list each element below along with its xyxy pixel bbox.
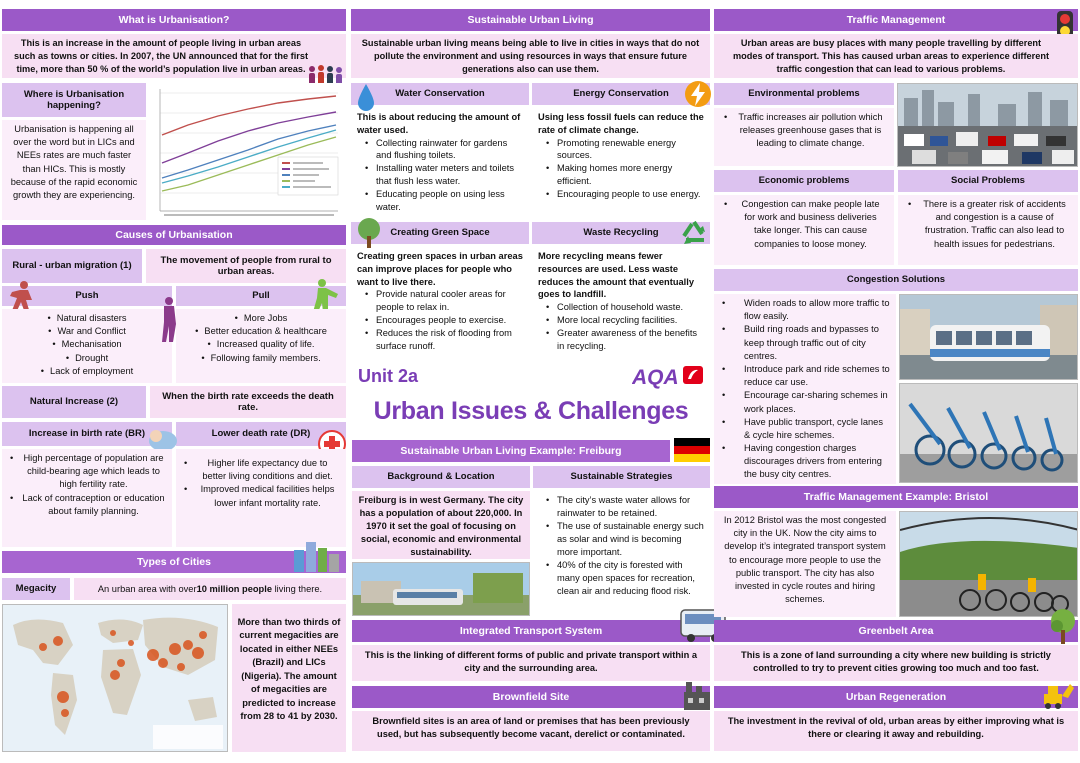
death-rate-item: • Improved medical facilities helps lower infant mortality rate. xyxy=(182,483,340,509)
urbanisation-line-chart xyxy=(148,83,346,221)
waste-item: • Greater awareness of the benefits in recycling. xyxy=(544,327,704,353)
death-rate-list xyxy=(176,449,346,547)
brownfield-text: Brownfield sites is an area of land or premises that has been previously used, but has subsequently become vacant, derelict or contaminated. xyxy=(352,711,710,751)
bristol-header: Traffic Management Example: Bristol xyxy=(714,486,1078,508)
congestion-solutions-block xyxy=(714,294,896,484)
urbanisation-header: What is Urbanisation? xyxy=(2,9,346,31)
aqa-logo: AQA xyxy=(632,366,679,389)
waste-item: • More local recycling facilities. xyxy=(544,314,704,327)
strategy-item: • 40% of the city is forested with many open spaces for recreation, clean air and reducing flood risk. xyxy=(544,559,705,598)
waste-item: • Collection of household waste. xyxy=(544,301,704,314)
water-conservation-title: Water Conservation xyxy=(351,83,529,105)
tree-icon xyxy=(354,216,384,250)
megacity-def-end: living there. xyxy=(272,584,323,594)
death-rate-item: • Higher life expectancy due to better living conditions and diet. xyxy=(182,457,340,483)
sustainable-urban-living-header: Sustainable Urban Living xyxy=(351,9,710,31)
where-title: Where is Urbanisation happening? xyxy=(2,83,146,117)
solution-item: • Have public transport, cycle lanes & cycle hire schemes. xyxy=(720,416,890,442)
green-item: • Reduces the risk of flooding from surface runoff. xyxy=(363,327,523,353)
green-tree-icon xyxy=(1048,606,1078,646)
traffic-intro: Urban areas are busy places with many people travelling by different modes of transport. This has caused urban areas to experience different traffic congestion that can lead to various problems. xyxy=(714,34,1078,78)
pull-list xyxy=(176,309,346,383)
energy-conservation-block xyxy=(532,108,710,218)
types-of-cities-header: Types of Cities xyxy=(2,551,346,573)
energy-conservation-title: Energy Conservation xyxy=(532,83,710,105)
push-item: • Lack of employment xyxy=(6,365,168,378)
megacity-label: Megacity xyxy=(2,578,70,600)
megacities-distribution-text: More than two thirds of current megacities are located in either NEEs (Brazil) and LICs (Nigeria). The amount of megacities are predicted to increase from 28 to 41 by 2030. xyxy=(232,604,346,752)
environmental-problems-block xyxy=(714,108,894,166)
pull-title: Pull xyxy=(176,286,346,306)
green-item: • Encourages people to exercise. xyxy=(363,314,523,327)
megacity-definition xyxy=(74,578,346,600)
water-conservation-lead: This is about reducing the amount of water used. xyxy=(357,112,521,135)
freiburg-background-text: Freiburg is in west Germany. The city has a population of about 220,000. In 1970 it set the goal of focusing on social, economic and environmental sustainability. xyxy=(352,491,530,559)
push-item: • War and Conflict xyxy=(6,325,168,338)
bristol-text: In 2012 Bristol was the most congested city in the UK. Now the city aims to develop it’s integrated transport system to encourage more people to use the public transport. The city has also invested in cycle routes and hiring schemes. xyxy=(714,511,896,617)
push-item: • Drought xyxy=(6,352,168,365)
solution-item: • Widen roads to allow more traffic to flow easily. xyxy=(720,297,890,323)
push-item: • Natural disasters xyxy=(6,312,168,325)
congestion-solutions-title: Congestion Solutions xyxy=(714,269,1078,291)
waste-recycling-block xyxy=(532,247,710,359)
bristol-cyclists-photo xyxy=(899,511,1078,617)
energy-item: • Encouraging people to use energy. xyxy=(544,188,704,201)
integrated-transport-header: Integrated Transport System xyxy=(352,620,710,642)
economic-problems-title: Economic problems xyxy=(714,170,894,192)
push-list xyxy=(2,309,172,383)
birth-rate-item: • High percentage of population are child-bearing age which leads to high fertility rate. xyxy=(8,452,166,492)
freiburg-tram-photo xyxy=(352,562,530,616)
green-item: • Provide natural cooler areas for people to relax in. xyxy=(363,288,523,314)
energy-bolt-icon xyxy=(684,80,712,108)
green-space-lead: Creating green spaces in urban areas can improve places for people who want to live there. xyxy=(357,251,523,287)
aqa-logo-mark-icon xyxy=(682,365,704,385)
social-item: • There is a greater risk of accidents and congestion is a cause of frustration. Traffic can also lead to health issues for pedestrians. xyxy=(906,198,1070,251)
pull-item: • Better education & healthcare xyxy=(180,325,342,338)
push-title: Push xyxy=(2,286,172,306)
solution-item: • Build ring roads and bypasses to keep through traffic out of city centres. xyxy=(720,323,890,363)
water-item: • Installing water meters and toilets that flush less water. xyxy=(363,162,523,188)
tram-photo xyxy=(899,294,1078,380)
bike-hire-photo xyxy=(899,383,1078,483)
poster-title: Urban Issues & Challenges xyxy=(373,397,689,425)
energy-conservation-lead: Using less fossil fuels can reduce the rate of climate change. xyxy=(538,112,704,135)
birth-rate-item: • Lack of contraception or education about family planning. xyxy=(8,492,166,518)
background-location-title: Background & Location xyxy=(352,466,530,488)
environmental-problems-title: Environmental problems xyxy=(714,83,894,105)
brownfield-header: Brownfield Site xyxy=(352,686,710,708)
economic-item: • Congestion can make people late for work and business deliveries take longer. This can cause companies to loose money. xyxy=(722,198,886,251)
urban-regeneration-header: Urban Regeneration xyxy=(714,686,1078,708)
green-space-title: Creating Green Space xyxy=(351,222,529,244)
solution-item: • Having congestion charges discourages drivers from entering the busy city centres. xyxy=(720,442,890,482)
sustainable-intro: Sustainable urban living means being able to live in cities in ways that do not pollute the environment and using resources in ways that ensure future generations also can use them. xyxy=(351,34,710,78)
waste-recycling-lead: More recycling means fewer resources are used. Less waste reduces the amount that eventually goes to landfill. xyxy=(538,251,695,300)
city-buildings-icon xyxy=(290,538,342,572)
freiburg-strategies-block xyxy=(533,491,710,616)
strategy-item: • The city’s waste water allows for rainwater to be retained. xyxy=(544,494,705,520)
waste-recycling-title: Waste Recycling xyxy=(532,222,710,244)
pull-item: • More Jobs xyxy=(180,312,342,325)
megacities-world-map xyxy=(2,604,228,752)
natural-increase-title: Natural Increase (2) xyxy=(2,386,146,418)
solution-item: • Introduce park and ride schemes to reduce car use. xyxy=(720,363,890,389)
environmental-item: • Traffic increases air pollution which releases greenhouse gases that is leading to climate change. xyxy=(722,111,886,150)
energy-item: • Promoting renewable energy sources. xyxy=(544,137,704,163)
greenbelt-text: This is a zone of land surrounding a city where new building is strictly controlled to try to prevent cities growing too much and too fast. xyxy=(714,645,1078,681)
rural-migration-title: Rural - urban migration (1) xyxy=(2,249,142,283)
water-item: • Collecting rainwater for gardens and flushing toilets. xyxy=(363,137,523,163)
pull-item: • Following family members. xyxy=(180,352,342,365)
economic-problems-block xyxy=(714,195,894,265)
traffic-management-header: Traffic Management xyxy=(714,9,1078,31)
urban-regeneration-text: The investment in the revival of old, urban areas by either improving what is there or clearing it away and rebuilding. xyxy=(714,711,1078,751)
where-text: Urbanisation is happening all over the word but in LICs and NEEs rates are much faster than HICs. This is mostly because of the rapid economic growth they are experiencing. xyxy=(2,120,146,220)
solution-item: • Encourage car-sharing schemes in work places. xyxy=(720,389,890,415)
birth-rate-title: Increase in birth rate (BR) xyxy=(2,422,172,446)
strategy-item: • The use of sustainable energy such as solar and wind is becoming more important. xyxy=(544,520,705,559)
urbanisation-intro: This is an increase in the amount of people living in urban areas such as towns or cities. In 2007, the UN announced that for the first time, more than 50 % of the world’s population live in urban areas. xyxy=(2,34,346,78)
water-item: • Educating people on using less water. xyxy=(363,188,523,214)
sustainable-strategies-title: Sustainable Strategies xyxy=(533,466,710,488)
causes-header: Causes of Urbanisation xyxy=(2,225,346,245)
megacity-def-start: An urban area with over xyxy=(97,584,197,594)
digger-icon xyxy=(1040,678,1076,710)
social-problems-title: Social Problems xyxy=(898,170,1078,192)
unit-label: Unit 2a xyxy=(358,366,419,386)
energy-item: • Making homes more energy efficient. xyxy=(544,162,704,188)
recycling-icon xyxy=(678,218,710,250)
birth-rate-list xyxy=(2,449,172,547)
natural-increase-definition: When the birth rate exceeds the death rate. xyxy=(150,386,346,418)
greenbelt-header: Greenbelt Area xyxy=(714,620,1078,642)
pull-item: • Increased quality of life. xyxy=(180,338,342,351)
push-item: • Mechanisation xyxy=(6,338,168,351)
green-space-block xyxy=(351,247,529,359)
traffic-jam-photo xyxy=(897,83,1078,167)
integrated-transport-text: This is the linking of different forms of public and private transport within a city and the surrounding area. xyxy=(352,645,710,681)
death-rate-title: Lower death rate (DR) xyxy=(176,422,346,446)
factory-icon xyxy=(682,678,712,712)
map-legend xyxy=(153,725,223,749)
freiburg-header: Sustainable Urban Living Example: Freiburg xyxy=(352,440,670,462)
water-conservation-block xyxy=(351,108,529,218)
rural-migration-definition: The movement of people from rural to urban areas. xyxy=(146,249,346,283)
germany-flag-icon xyxy=(674,436,710,464)
social-problems-block xyxy=(898,195,1078,265)
megacity-def-highlight: 10 million people xyxy=(196,584,272,594)
